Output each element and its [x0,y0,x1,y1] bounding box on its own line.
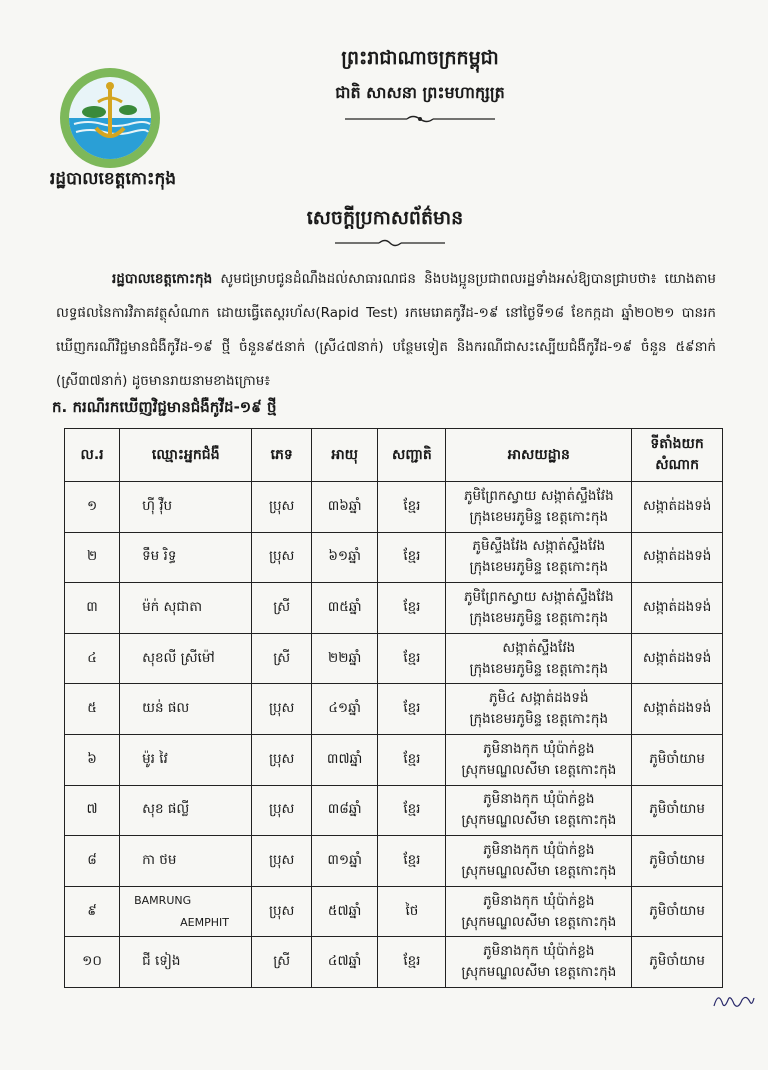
sample-location: ភូមិចាំយាម [632,937,723,988]
name-line: AEMPHIT [180,915,229,929]
cases-table-body [65,482,723,988]
address-line: ភូមិនាងកុក ឃុំប៉ាក់ខ្លង [483,943,595,960]
row-number: ៤ [65,633,120,684]
address-line: ក្រុងខេមរភូមិន្ទ ខេត្តកោះកុង [469,711,609,728]
organization-name: រដ្ឋបាលខេត្តកោះកុង [49,169,177,189]
provincial-seal-icon [58,66,162,170]
table-row [65,734,723,785]
address-line: ភូមិនាងកុក ឃុំប៉ាក់ខ្លង [483,841,595,858]
sample-location: ភូមិចាំយាម [632,836,723,887]
row-number: ២ [65,532,120,583]
patient-address [446,633,632,684]
patient-nationality: ខ្មែរ [378,583,446,634]
address-line: ក្រុងខេមរភូមិន្ទ ខេត្តកោះកុង [469,559,609,576]
address-line: ភូមិព្រែកស្វាយ សង្កាត់ស្ទឹងវែង [463,487,614,504]
sample-location: សង្កាត់ដងទង់ [632,482,723,533]
column-header: ទីតាំងយកសំណាក [632,429,723,482]
patient-nationality: ថៃ [378,886,446,937]
column-header: អាសយដ្ឋាន [446,429,632,482]
patient-age: ៣៧ឆ្នាំ [311,734,377,785]
patient-address [446,734,632,785]
patient-sex: ប្រុស [252,734,312,785]
page-title: សេចក្តីប្រកាសព័ត៌មាន [306,207,464,229]
patient-address [446,583,632,634]
patient-sex: ប្រុស [252,684,312,735]
patient-sex: ស្រី [252,937,312,988]
patient-name [120,886,252,937]
row-number: ១០ [65,937,120,988]
patient-name: ទឹម រិទ្ធ [120,532,252,583]
patient-age: ៣១ឆ្នាំ [311,836,377,887]
address-line: ស្រុកមណ្ឌលសីមា ខេត្តកោះកុង [461,964,617,981]
sample-location: ភូមិចាំយាម [632,785,723,836]
patient-address [446,886,632,937]
address-line: ស្រុកមណ្ឌលសីមា ខេត្តកោះកុង [461,862,617,879]
address-line: ស្រុកមណ្ឌលសីមា ខេត្តកោះកុង [461,913,617,930]
address-line: ក្រុងខេមរភូមិន្ទ ខេត្តកោះកុង [469,660,609,677]
patient-sex: ប្រុស [252,886,312,937]
patient-nationality: ខ្មែរ [378,684,446,735]
patient-sex: ប្រុស [252,482,312,533]
table-row [65,583,723,634]
body-lead: រដ្ឋបាលខេត្តកោះកុង [112,271,213,287]
patient-age: ៤១ឆ្នាំ [311,684,377,735]
row-number: ៧ [65,785,120,836]
table-row [65,785,723,836]
patient-nationality: ខ្មែរ [378,633,446,684]
column-header: ឈ្មោះអ្នកជំងឺ [120,429,252,482]
patient-nationality: ខ្មែរ [378,836,446,887]
sample-location: ភូមិចាំយាម [632,734,723,785]
table-row [65,532,723,583]
sample-location: សង្កាត់ដងទង់ [632,532,723,583]
column-header: អាយុ [311,429,377,482]
patient-sex: ប្រុស [252,836,312,887]
patient-name: សុខ ផល្លី [120,785,252,836]
column-header: សញ្ជាតិ [378,429,446,482]
sample-location: ភូមិចាំយាម [632,886,723,937]
address-line: ភូមិនាងកុក ឃុំប៉ាក់ខ្លង [483,892,595,909]
row-number: ៦ [65,734,120,785]
patient-nationality: ខ្មែរ [378,482,446,533]
patient-age: ៥៧ឆ្នាំ [311,886,377,937]
patient-sex: ស្រី [252,633,312,684]
table-header-row [65,429,723,482]
patient-address [446,785,632,836]
patient-age: ៤៧ឆ្នាំ [311,937,377,988]
patient-name: សុខលី ស្រីម៉ៅ [120,633,252,684]
patient-name: ជី ទៀង [120,937,252,988]
patient-name: ម៉ក់ សុជាតា [120,583,252,634]
table-row [65,937,723,988]
patient-age: ២២ឆ្នាំ [311,633,377,684]
kingdom-heading: ព្រះរាជាណាចក្រកម្ពុជា [341,47,499,69]
patient-name: ម៉ូរ វៃ [120,734,252,785]
patient-name: យន់ ផល [120,684,252,735]
address-line: ក្រុងខេមរភូមិន្ទ ខេត្តកោះកុង [469,609,609,626]
patient-address [446,836,632,887]
patient-nationality: ខ្មែរ [378,937,446,988]
sample-location: សង្កាត់ដងទង់ [632,633,723,684]
column-header: ភេទ [252,429,312,482]
row-number: ៨ [65,836,120,887]
patient-nationality: ខ្មែរ [378,785,446,836]
table-row [65,836,723,887]
patient-age: ៣៥ឆ្នាំ [311,583,377,634]
patient-address [446,532,632,583]
signature-mark [712,988,756,1014]
column-header: ល.រ [65,429,120,482]
body-text: សូមជម្រាបជូនដំណឹងដល់សាធារណជន និងបងប្អូនប្រជាពលរដ្ឋទាំងអស់ឱ្យបានជ្រាបថា៖ យោងតាមលទ្ធផលនៃការវិភាគវត្ថុសំណាក ដោយធ្វើតេស្តរហ័ស(Rapid Test) រកមេរោគកូវីដ-១៩ នៅថ្ងៃទី១៨ ខែកក្កដា ឆ្នាំ២០២១ បានរកឃើញករណីវិជ្ជមានជំងឺកូវីដ-១៩ ថ្មី ចំនួន៩៥នាក់ (ស្រី៤៧នាក់) បន្ថែមទៀត និងករណីជាសះស្បើយជំងឺកូវីដ-១៩ ចំនួន ៥៩នាក់ (ស្រី៣៧នាក់) ដូចមានរាយនាមខាងក្រោម៖ [56,271,716,389]
row-number: ៩ [65,886,120,937]
sample-location: សង្កាត់ដងទង់ [632,684,723,735]
patient-address [446,684,632,735]
sample-location: សង្កាត់ដងទង់ [632,583,723,634]
address-line: ស្រុកមណ្ឌលសីមា ខេត្តកោះកុង [461,761,617,778]
table-row [65,684,723,735]
patient-sex: ស្រី [252,583,312,634]
address-line: ភូមិ៤ សង្កាត់ដងទង់ [489,690,589,707]
address-line: ភូមិនាងកុក ឃុំប៉ាក់ខ្លង [483,740,595,757]
patient-nationality: ខ្មែរ [378,532,446,583]
section-heading: ក. ករណីរកឃើញវិជ្ជមានជំងឺកូវីដ-១៩ ថ្មី [52,398,277,416]
table-row [65,633,723,684]
patient-name: ហ៊ី វ៉ឺប [120,482,252,533]
row-number: ៣ [65,583,120,634]
patient-sex: ប្រុស [252,785,312,836]
table-row [65,482,723,533]
patient-sex: ប្រុស [252,532,312,583]
patient-name: កា ថម [120,836,252,887]
name-line: BAMRUNG [134,893,192,907]
patient-age: ៦១ឆ្នាំ [311,532,377,583]
header-ornament [345,114,495,124]
patient-age: ៣៦ឆ្នាំ [311,482,377,533]
patient-address [446,482,632,533]
address-line: ភូមិស្ទឹងវែង សង្កាត់ស្ទឹងវែង [472,538,606,555]
table-row [65,886,723,937]
address-line: ក្រុងខេមរភូមិន្ទ ខេត្តកោះកុង [469,508,609,525]
patient-nationality: ខ្មែរ [378,734,446,785]
patient-age: ៣៨ឆ្នាំ [311,785,377,836]
address-line: សង្កាត់ស្ទឹងវែង [502,639,576,656]
address-line: ភូមិព្រែកស្វាយ សង្កាត់ស្ទឹងវែង [463,588,614,605]
address-line: ស្រុកមណ្ឌលសីមា ខេត្តកោះកុង [461,812,617,829]
row-number: ១ [65,482,120,533]
cases-table [64,428,723,988]
national-motto: ជាតិ សាសនា ព្រះមហាក្សត្រ [335,83,505,102]
address-line: ភូមិនាងកុក ឃុំប៉ាក់ខ្លង [483,791,595,808]
row-number: ៥ [65,684,120,735]
patient-address [446,937,632,988]
title-ornament [335,238,445,248]
announcement-body [56,262,716,398]
